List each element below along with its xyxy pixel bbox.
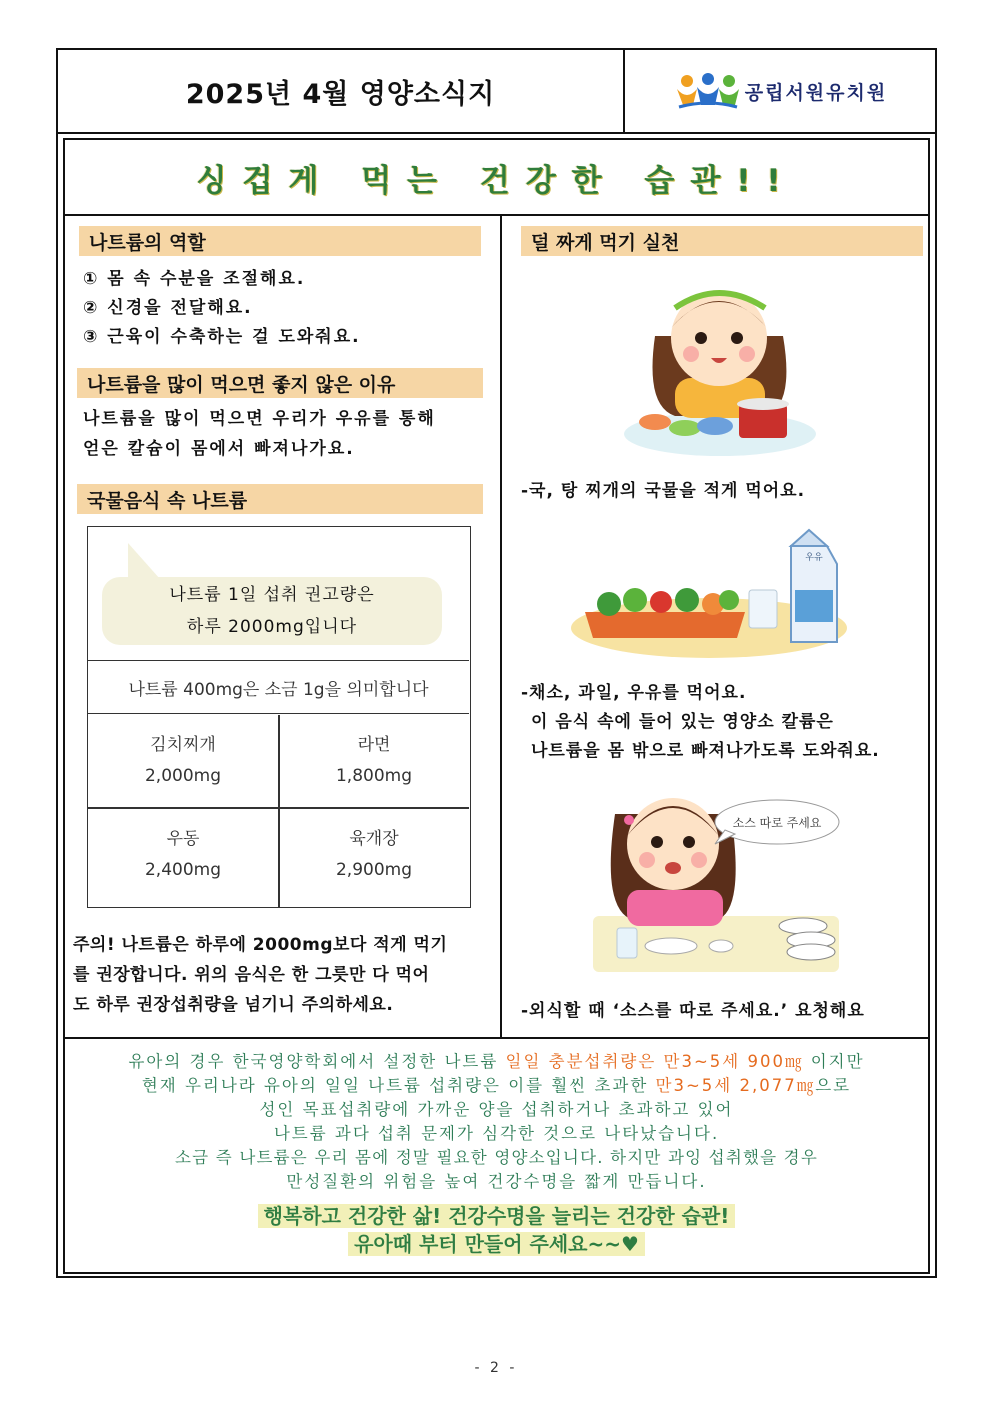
girl-restaurant-illustration (585, 770, 855, 976)
tip-veg-1: -채소, 과일, 우유를 먹어요. (521, 683, 747, 703)
food-amount: 1,800mg (335, 766, 413, 786)
warning-line-2: 를 권장합니다. 위의 음식은 한 그릇만 다 먹어 (73, 965, 430, 985)
summary-line-2 (65, 1072, 928, 1096)
summary-text: 현재 우리나라 유아의 일일 나트륨 섭취량은 이를 훨씬 초과한 (141, 1076, 656, 1095)
why-heading: 나트륨을 많이 먹으면 좋지 않은 이유 (77, 368, 483, 398)
slogan-text: 유아때 부터 만들어 주세요~~♥ (348, 1232, 645, 1256)
tip-sauce: -외식할 때 ‘소스를 따로 주세요.’ 요청해요 (521, 1001, 865, 1021)
speech-text: 소스 따로 주세요 (732, 816, 822, 830)
warning-line-3: 도 하루 권장섭취량을 넘기니 주의하세요. (73, 995, 394, 1015)
summary-line-1 (65, 1048, 928, 1072)
column-divider (500, 216, 502, 1038)
summary-divider (65, 1037, 928, 1039)
slogan-line-2 (65, 1228, 928, 1257)
food-name: 우동 (166, 829, 200, 849)
bubble-tail (128, 543, 160, 579)
girl-eating-soup-illustration (615, 266, 825, 462)
why-line-1: 나트륨을 많이 먹으면 우리가 우유를 통해 (83, 409, 436, 429)
bubble-line-2: 하루 2000mg입니다 (186, 617, 358, 637)
role-item-3: ③ 근육이 수축하는 걸 도와줘요. (83, 327, 361, 347)
salt-conversion: 나트륨 400mg은 소금 1g을 의미합니다 (88, 662, 469, 714)
summary-highlight: 일일 충분섭취량은 만3~5세 900㎎ (505, 1052, 804, 1071)
food-cell (88, 715, 278, 807)
content-box (63, 138, 930, 1274)
school-logo (627, 50, 935, 132)
warning-line-1: 주의! 나트륨은 하루에 2000mg보다 적게 먹기 (73, 935, 448, 955)
main-banner (65, 140, 928, 216)
slogan-line-1 (65, 1200, 928, 1229)
bubble-line-1: 나트륨 1일 섭취 권고량은 (169, 585, 375, 605)
school-name: 공립서원유치원 (744, 81, 888, 104)
page-title: 2025년 4월 영양소식지 (58, 50, 625, 132)
food-amount: 2,900mg (335, 860, 413, 880)
role-item-2: ② 신경을 전달해요. (83, 298, 253, 318)
bubble-cell (88, 527, 469, 661)
summary-line-6: 만성질환의 위험을 높여 건강수명을 짧게 만듭니다. (286, 1172, 707, 1191)
food-cell (88, 809, 278, 901)
page-number: - 2 - (474, 1360, 518, 1376)
three-children-logo-icon (675, 71, 741, 111)
why-line-2: 얻은 칼슘이 몸에서 빠져나가요. (83, 439, 355, 459)
tip-veg-2: 이 음식 속에 들어 있는 영양소 칼륨은 (531, 712, 834, 732)
summary-line-3: 성인 목표섭취량에 가까운 양을 섭취하거나 초과하고 있어 (259, 1100, 734, 1119)
tip-veg-3: 나트륨을 몸 밖으로 빠져나가도록 도와줘요. (531, 741, 880, 761)
summary-line-4: 나트륨 과다 섭취 문제가 심각한 것으로 나타났습니다. (273, 1124, 720, 1143)
summary-text: 으로 (815, 1076, 852, 1095)
food-amount: 2,400mg (144, 860, 222, 880)
practice-heading: 덜 짜게 먹기 실천 (521, 226, 923, 256)
summary-text: 유아의 경우 한국영양학회에서 설정한 나트륨 (128, 1052, 506, 1071)
soup-heading: 국물음식 속 나트륨 (77, 484, 483, 514)
food-name: 라면 (357, 735, 391, 755)
sodium-table (87, 526, 471, 908)
food-name: 김치찌개 (150, 735, 216, 755)
newsletter-frame (56, 48, 937, 1278)
speech-bubble (102, 577, 442, 645)
summary-text: 이지만 (803, 1052, 865, 1071)
milk-carton-label: 우유 (805, 553, 823, 563)
summary-line-5: 소금 즉 나트륨은 우리 몸에 정말 필요한 영양소입니다. 하지만 과잉 섭취했을 경우 (175, 1148, 818, 1167)
salad-and-milk-illustration (569, 516, 859, 662)
food-cell (279, 715, 469, 807)
food-name: 육개장 (349, 829, 399, 849)
slogan-text: 행복하고 건강한 삶! 건강수명을 늘리는 건강한 습관! (258, 1204, 736, 1228)
role-heading: 나트륨의 역할 (79, 226, 481, 256)
summary-highlight: 만3~5세 2,077㎎ (655, 1076, 816, 1095)
tip-soup: -국, 탕 찌개의 국물을 적게 먹어요. (521, 481, 806, 501)
food-cell (279, 809, 469, 901)
role-item-1: ① 몸 속 수분을 조절해요. (83, 269, 306, 289)
header-row (58, 50, 935, 134)
banner-title: 싱겁게 먹는 건강한 습관!! (196, 162, 797, 199)
food-amount: 2,000mg (144, 766, 222, 786)
